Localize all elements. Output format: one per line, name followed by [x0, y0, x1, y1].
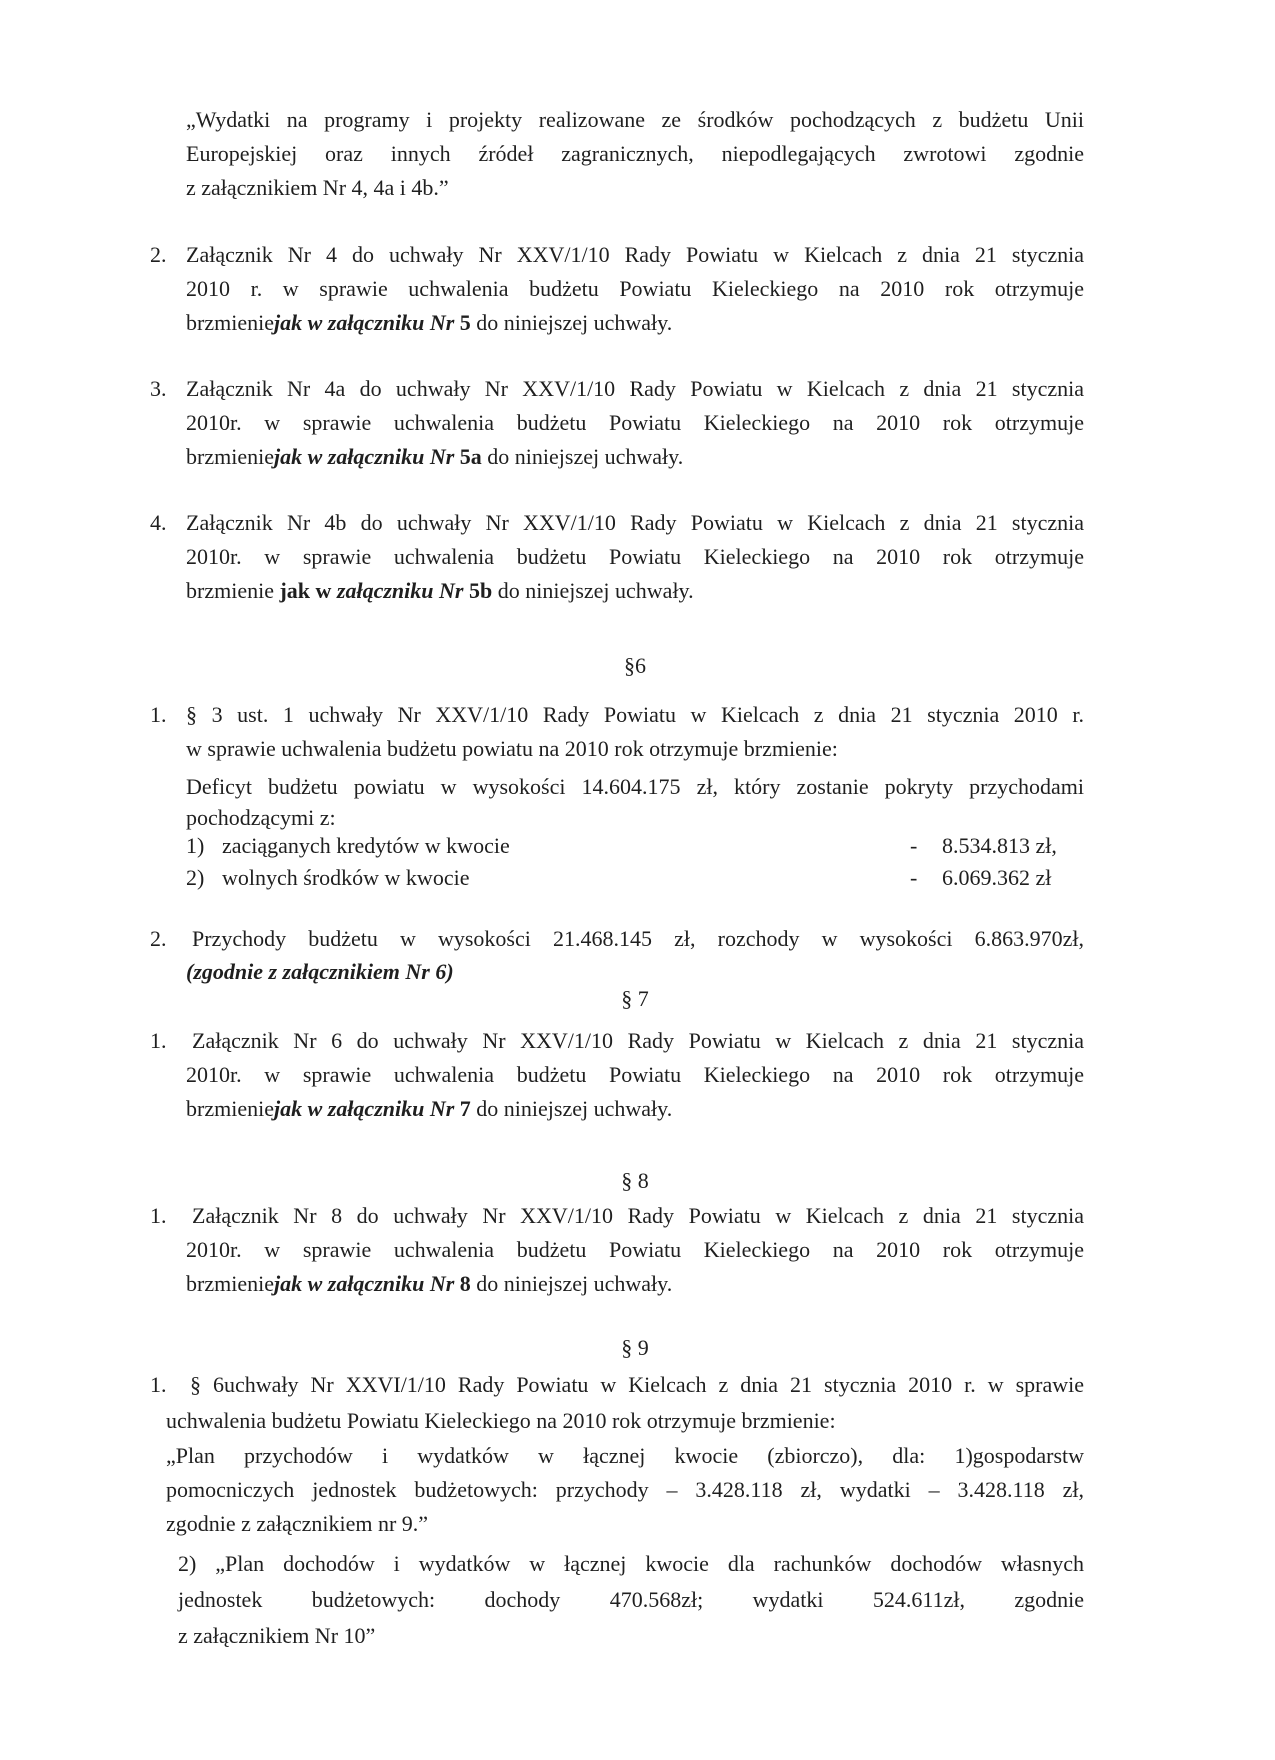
s7-pre: brzmienie — [186, 1096, 274, 1121]
intro-line-2: Europejskiej oraz innych źródeł zagranicznych, niepodlegających zwrotowi zgodnie — [186, 141, 1084, 166]
item-2-number: 2. — [150, 242, 167, 267]
item-4-emphasis: załączniku Nr — [336, 578, 464, 603]
s8-line-2: 2010r. w sprawie uchwalenia budżetu Powiatu Kieleckiego na 2010 rok otrzymuje — [186, 1237, 1084, 1262]
item-4-line-1: Załącznik Nr 4b do uchwały Nr XXV/1/10 Rady Powiatu w Kielcach z dnia 21 stycznia — [186, 510, 1084, 535]
item-3-line-3 — [186, 440, 1084, 473]
s6-deficit-line-2: pochodzącymi z: — [186, 805, 336, 830]
item-2-line-3 — [186, 306, 1084, 339]
s6-p2-number: 2. — [150, 926, 167, 951]
s8-number: 1. — [150, 1203, 167, 1228]
s9-line-2: uchwalenia budżetu Powiatu Kieleckiego na 2010 rok otrzymuje brzmienie: — [166, 1408, 836, 1433]
s8-emphasis: jak w załączniku Nr — [273, 1271, 455, 1296]
s9-quote-line-2: pomocniczych jednostek budżetowych: przychody – 3.428.118 zł, wydatki – 3.428.118 zł, — [166, 1477, 1084, 1502]
item-4-pre: brzmienie — [186, 578, 274, 603]
item-3-pre: brzmienie — [186, 444, 274, 469]
s9-sub-line-3: z załącznikiem Nr 10” — [178, 1623, 376, 1648]
s6-list-2-number: 2) — [186, 865, 205, 890]
s6-deficit-line-1: Deficyt budżetu powiatu w wysokości 14.604.175 zł, który zostanie pokryty przychodami — [186, 774, 1084, 799]
s7-number: 1. — [150, 1028, 167, 1053]
s7-line-2: 2010r. w sprawie uchwalenia budżetu Powiatu Kieleckiego na 2010 rok otrzymuje — [186, 1062, 1084, 1087]
s6-list-1-amount: 8.534.813 zł, — [942, 833, 1057, 858]
s9-sub-line-1: 2) „Plan dochodów i wydatków w łącznej kwocie dla rachunków dochodów własnych — [178, 1551, 1084, 1576]
item-3-emphasis: jak w załączniku Nr — [273, 444, 455, 469]
s7-emphasis: jak w załączniku Nr — [273, 1096, 455, 1121]
s8-line-3 — [186, 1267, 1084, 1300]
s8-pre: brzmienie — [186, 1271, 274, 1296]
intro-line-1: „Wydatki na programy i projekty realizowane ze środków pochodzących z budżetu Unii — [186, 107, 1084, 132]
s9-sub-line-2: jednostek budżetowych: dochody 470.568zł; wydatki 524.611zł, zgodnie — [178, 1587, 1084, 1612]
item-2-line-1: Załącznik Nr 4 do uchwały Nr XXV/1/10 Rady Powiatu w Kielcach z dnia 21 stycznia — [186, 242, 1084, 267]
s6-p2-line-1: Przychody budżetu w wysokości 21.468.145 zł, rozchody w wysokości 6.863.970zł, — [192, 926, 1084, 951]
s9-quote-line-3: zgodnie z załącznikiem nr 9.” — [166, 1511, 429, 1536]
s6-list-2-dash: - — [910, 865, 918, 890]
item-2-pre: brzmienie — [186, 310, 274, 335]
s8-post: do niniejszej uchwały. — [476, 1271, 673, 1296]
item-2-post: do niniejszej uchwały. — [476, 310, 673, 335]
s6-list-1-label: zaciąganych kredytów w kwocie — [222, 833, 510, 858]
s9-line-1: § 6uchwały Nr XXVI/1/10 Rady Powiatu w Kielcach z dnia 21 stycznia 2010 r. w sprawie — [190, 1372, 1084, 1397]
item-3-line-1: Załącznik Nr 4a do uchwały Nr XXV/1/10 Rady Powiatu w Kielcach z dnia 21 stycznia — [186, 376, 1084, 401]
item-4-line-3 — [186, 574, 1084, 607]
section-7-heading: § 7 — [621, 986, 649, 1011]
s6-list-1-number: 1) — [186, 833, 205, 858]
s9-number: 1. — [150, 1372, 167, 1397]
s9-quote-line-1: „Plan przychodów i wydatków w łącznej kwocie (zbiorczo), dla: 1)gospodarstw — [166, 1443, 1084, 1468]
item-4-number: 4. — [150, 510, 167, 535]
item-4-ref: 5b — [468, 578, 493, 603]
section-8-heading: § 8 — [621, 1168, 649, 1193]
s8-ref: 8 — [459, 1271, 471, 1296]
intro-line-3: z załącznikiem Nr 4, 4a i 4b.” — [186, 175, 449, 200]
section-6-heading: §6 — [624, 653, 646, 678]
s7-line-3 — [186, 1092, 1084, 1125]
s7-line-1: Załącznik Nr 6 do uchwały Nr XXV/1/10 Rady Powiatu w Kielcach z dnia 21 stycznia — [192, 1028, 1084, 1053]
item-3-post: do niniejszej uchwały. — [487, 444, 684, 469]
s6-p2-line-2: (zgodnie z załącznikiem Nr 6) — [186, 959, 454, 984]
s7-post: do niniejszej uchwały. — [476, 1096, 673, 1121]
item-4-line-2: 2010r. w sprawie uchwalenia budżetu Powiatu Kieleckiego na 2010 rok otrzymuje — [186, 544, 1084, 569]
item-4-post: do niniejszej uchwały. — [497, 578, 694, 603]
s6-p1-number: 1. — [150, 702, 167, 727]
item-2-line-2: 2010 r. w sprawie uchwalenia budżetu Powiatu Kieleckiego na 2010 rok otrzymuje — [186, 276, 1084, 301]
item-3-line-2: 2010r. w sprawie uchwalenia budżetu Powiatu Kieleckiego na 2010 rok otrzymuje — [186, 410, 1084, 435]
s6-p1-line-1: § 3 ust. 1 uchwały Nr XXV/1/10 Rady Powiatu w Kielcach z dnia 21 stycznia 2010 r. — [186, 702, 1084, 727]
s7-ref: 7 — [459, 1096, 471, 1121]
s6-p1-line-2: w sprawie uchwalenia budżetu powiatu na 2010 rok otrzymuje brzmienie: — [186, 736, 838, 761]
section-9-heading: § 9 — [621, 1335, 649, 1360]
item-3-number: 3. — [150, 376, 167, 401]
item-2-emphasis: jak w załączniku Nr — [273, 310, 455, 335]
item-3-ref: 5a — [459, 444, 482, 469]
item-4-bold: jak w — [279, 578, 332, 603]
item-2-ref: 5 — [459, 310, 471, 335]
s6-list-2-amount: 6.069.362 zł — [942, 865, 1052, 890]
s6-list-1-dash: - — [910, 833, 918, 858]
s6-list-2-label: wolnych środków w kwocie — [222, 865, 470, 890]
s8-line-1: Załącznik Nr 8 do uchwały Nr XXV/1/10 Rady Powiatu w Kielcach z dnia 21 stycznia — [192, 1203, 1084, 1228]
